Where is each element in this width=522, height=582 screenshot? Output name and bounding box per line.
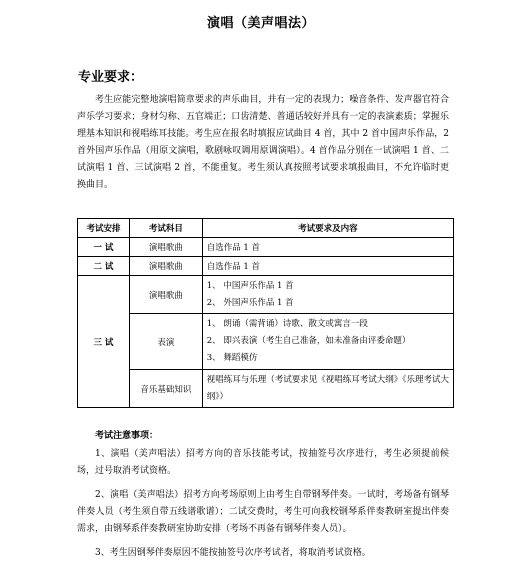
table-header: 考试科目 <box>129 219 202 238</box>
requirement-line: 2、 外国声乐作品 1 首 <box>206 297 294 308</box>
note-item: 1、演唱（美声唱法）招考方向的音乐技能考试，按抽签号次序进行，考生必须提前候场，过号取消考试资格。 <box>77 449 449 476</box>
requirement-line: 1、 朗诵（需背诵）诗歌、散文或寓言一段 <box>206 319 368 329</box>
notes-heading: 考试注意事项： <box>95 431 159 441</box>
table-row <box>78 314 454 370</box>
requirement-cell: 自选作品 1 首 <box>202 257 453 276</box>
table-header-row <box>78 219 454 238</box>
round-label: 一 试 <box>78 238 130 257</box>
intro-paragraph: 考生应能完整地演唱简章要求的声乐曲目，并有一定的表现力；噪音条件、发声器官符合声乐学习要求；身材匀称、五官端正；口齿清楚、普通话较好并具有一定的表演素质；掌握乐理基本知识和视唱练耳技能。考生应在报名时填报应试曲目 4 首，其中 2 首中国声乐作品，2 首外国声乐作品（用原文演唱，歌剧咏叹调用原调演唱）。4 首作品分别在一试演唱 1 首、二试演唱 1 首、三试演唱 2 首，不能重复。考生须认真按照考试要求填报曲目，不允许临时更换曲目。 <box>77 95 449 190</box>
requirement-cell: 自选作品 1 首 <box>202 238 453 257</box>
requirement-line: 1、 中国声乐作品 1 首 <box>206 280 294 291</box>
page-title: 演唱（美声唱法） <box>206 16 315 31</box>
subject-cell: 演唱歌曲 <box>129 257 202 276</box>
subject-cell: 表演 <box>129 314 202 370</box>
exam-table <box>77 218 454 408</box>
round-label: 三 试 <box>78 276 130 408</box>
notes-list <box>77 446 449 569</box>
section-heading: 专业要求： <box>78 70 144 85</box>
subject-cell: 音乐基础知识 <box>129 370 202 408</box>
table-row <box>78 276 454 314</box>
note-item: 2、演唱（美声唱法）招考方向考场原则上由考生自带钢琴伴奏。一试时，考场备有钢琴伴奏人员（考生须自带五线谱歌谱）；二试交费时，考生可向我校钢琴系伴奏教研室提出伴奏需求，由钢琴系伴奏教研室协助安排（考场不再备有钢琴伴奏人员）。 <box>77 490 449 534</box>
requirement-cell: 视唱练耳与乐理（考试要求见《视唱练耳考试大纲》《乐理考试大纲》） <box>202 370 453 408</box>
requirement-line: 3、 舞蹈模仿 <box>206 353 258 363</box>
round-label: 二 试 <box>78 257 130 276</box>
requirement-line: 2、 即兴表演（考生自己准备，如未准备由评委命题） <box>206 336 411 346</box>
table-row <box>78 257 454 276</box>
requirement-cell <box>202 314 453 370</box>
subject-cell: 演唱歌曲 <box>129 238 202 257</box>
table-row <box>78 238 454 257</box>
table-header: 考试要求及内容 <box>202 219 453 238</box>
table-row <box>78 370 454 408</box>
subject-cell: 演唱歌曲 <box>129 276 202 314</box>
requirement-cell <box>202 276 453 314</box>
table-header: 考试安排 <box>78 219 130 238</box>
note-item: 3、考生因钢琴伴奏原因不能按抽签号次序考试者，将取消考试资格。 <box>95 548 371 558</box>
